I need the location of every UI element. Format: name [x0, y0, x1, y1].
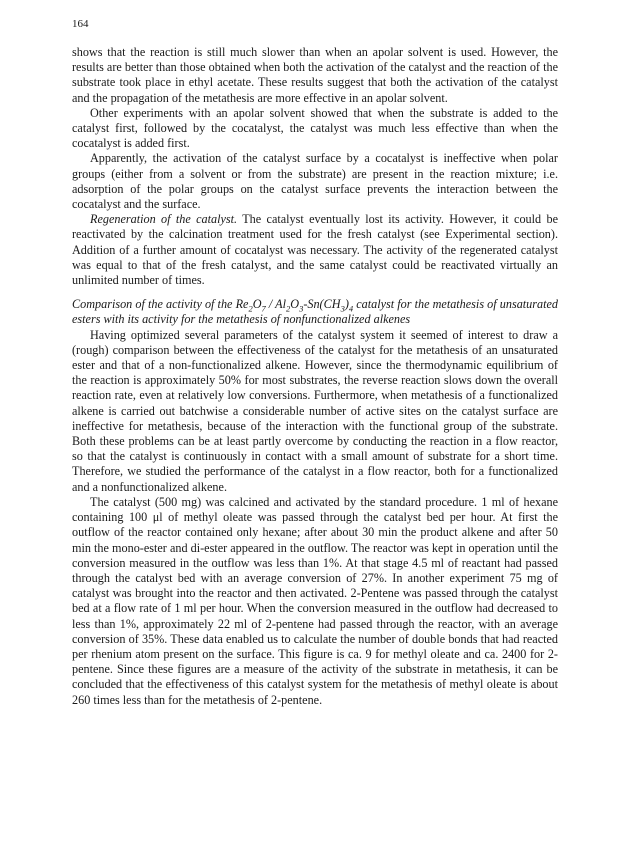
- formula-sn: -Sn(CH: [303, 297, 341, 312]
- formula-subscript: 3: [299, 303, 304, 314]
- formula-subscript: 3: [340, 303, 345, 314]
- formula-slash: /: [265, 297, 276, 312]
- formula-subscript: 2: [286, 303, 291, 314]
- section-title: [72, 297, 558, 327]
- formula-close: ): [344, 297, 349, 312]
- formula-o: O: [290, 297, 300, 312]
- section-title-part: catalyst for the metathesis of unsaturated esters with its activity for the metathesis of nonfunctionalized alkenes: [72, 297, 558, 327]
- paragraph-1: shows that the reaction is still much slower than when an apolar solvent is used. However, the results are better than those obtained when both the activation of the catalyst and the reaction of the substrate took place in ethyl acetate. These results suggest that both the activation of the catalyst and the propagation of the metathesis are more effective in an apolar solvent.: [72, 45, 558, 105]
- formula-subscript: 2: [248, 303, 253, 314]
- formula-subscript: 4: [348, 303, 354, 314]
- paragraph-comparison: Having optimized several parameters of the catalyst system it seemed of interest to draw a (rough) comparison between the effectiveness of the catalyst for the metathesis of an unsaturated ester and that of a non-functionalized alkene. However, since the thermodynamic equilibrium of the reaction is approximately 50% for most substrates, the reverse reaction slows down the overall reaction rate, even at relatively low conversions. Furthermore, when metathesis of a functionalized alkene is carried out batchwise a considerable number of active sites on the catalyst surface are ineffective for metathesis, because of the interaction with the functional group of the substrate. Both these problems can be at least partly overcome by conducting the reaction in a flow reactor, so that the catalyst is continuously in contact with a small amount of substrate for a short time. Therefore, we studied the performance of the catalyst in a flow reactor, both for a functionalized and a nonfunctionalized alkene.: [72, 327, 558, 494]
- paragraph-2: Other experiments with an apolar solvent showed that when the substrate is added to the catalyst first, followed by the cocatalyst, the catalyst was much less effective than when the cocatalyst is added first.: [72, 105, 558, 151]
- document-page: [72, 18, 558, 708]
- formula-o: O: [252, 297, 262, 312]
- page-number: 164: [72, 18, 89, 30]
- formula-subscript: 7: [261, 303, 266, 314]
- paragraph-regeneration: [72, 212, 558, 288]
- formula-al: Al: [275, 297, 286, 312]
- formula-re: Re: [235, 297, 249, 312]
- paragraph-flow-reactor: The catalyst (500 mg) was calcined and activated by the standard procedure. 1 ml of hexane containing 100 μl of methyl oleate was passed through the catalyst bed per hour. At first the outflow of the reactor contained only hexane; after about 30 min the product alkene and after 50 min the mono-ester and di-ester appeared in the outflow. The reactor was kept in operation until the conversion measured in the outflow was less than 1%. At that stage 4.5 ml of reactant had passed through the catalyst bed with an average conversion of 27%. In another experiment 75 mg of catalyst was brought into the reactor and then activated. 2-Pentene was passed through the catalyst bed at a flow rate of 1 ml per hour. When the conversion measured in the outflow had decreased to less than 1%, approximately 22 ml of 2-pentene had passed through the reactor, with an average conversion of 35%. These data enabled us to calculate the number of double bonds that had reacted per rhenium atom present on the surface. This figure is ca. 9 for methyl oleate and ca. 2400 for 2-pentene. Since these figures are a measure of the activity of the substrate in metathesis, it can be concluded that the effectiveness of this catalyst system for the metathesis of methyl oleate is about 260 times less than for the metathesis of 2-pentene.: [72, 494, 558, 707]
- section-title-part: Comparison of the activity of the: [72, 297, 236, 312]
- paragraph-3: Apparently, the activation of the catalyst surface by a cocatalyst is ineffective when polar groups (either from a solvent or from the substrate) are present in the reaction mixture; i.e. adsorption of the polar groups on the catalyst surface prevents the interaction between the cocatalyst and the surface.: [72, 151, 558, 212]
- regeneration-heading: Regeneration of the catalyst.: [90, 212, 238, 227]
- regeneration-text: The catalyst eventually lost its activity. However, it could be reactivated by the calcination treatment used for the fresh catalyst (see Experimental section). Addition of a further amount of cocatalyst was necessary. The activity of the regenerated catalyst was equal to that of the fresh catalyst, and the same catalyst could be reactivated virtually an unlimited number of times.: [72, 212, 558, 288]
